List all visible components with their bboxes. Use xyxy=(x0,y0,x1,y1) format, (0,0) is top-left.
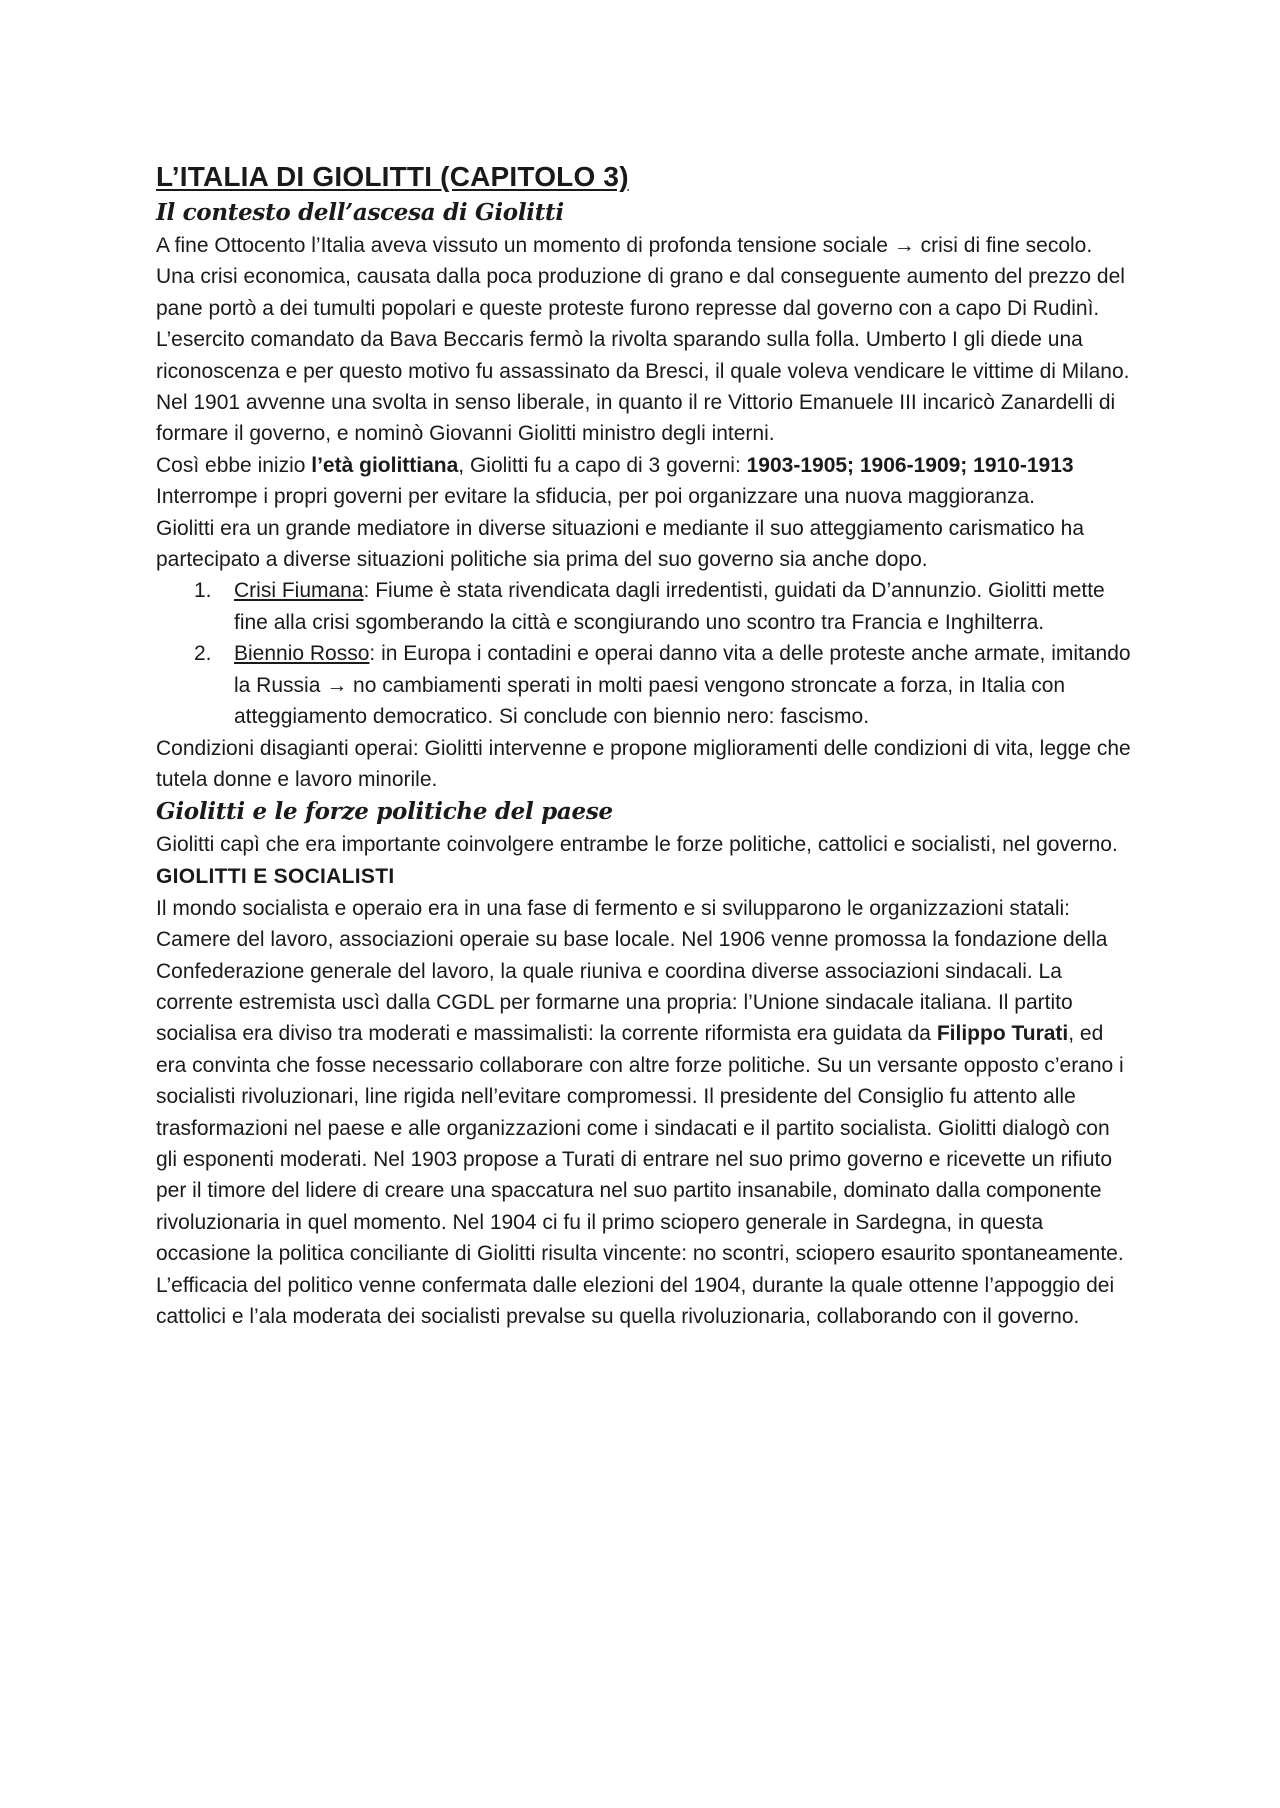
list-term-crisi-fiumana: Crisi Fiumana xyxy=(234,579,364,603)
paragraph-svolta-liberale: Nel 1901 avvenne una svolta in senso liberale, in quanto il re Vittorio Emanuele III incaricò Zanardelli di formare il governo, e nominò Giovanni Giolitti ministro degli interni. xyxy=(156,391,1116,446)
numbered-list xyxy=(156,575,1131,732)
text-run: Il mondo socialista e operaio era in una fase di fermento e si svilupparono le organizzazioni statali: Camere del lavoro, associazioni operaie su base locale. Nel 1906 venne promossa la fondazione della Confederazione generale del lavoro, la quale riuniva e coordina diverse associazioni sindacali. La corrente estremista uscì dalla CGDL per formarne una propria: l’Unione sindacale italiana. Il partito socialisa era diviso tra moderati e massimalisti: la corrente riformista era guidata da xyxy=(156,896,1108,1046)
list-text: : Fiume è stata rivendicata dagli irredentisti, guidati da D’annunzio. Giolitti mette fine alla crisi sgomberando la città e scongiurando uno scontro tra Francia e Inghilterra. xyxy=(234,579,1105,634)
text-run: Così ebbe inizio xyxy=(156,453,312,477)
section-heading-forze-politiche: Giolitti e le forze politiche del paese xyxy=(156,798,613,826)
bold-filippo-turati: Filippo Turati xyxy=(936,1022,1069,1046)
paragraph-condizioni-operai: Condizioni disagianti operai: Giolitti intervenne e propone miglioramenti delle condizioni di vita, legge che tutela donne e lavoro minorile. xyxy=(156,736,1131,791)
paragraph-mediatore: Giolitti era un grande mediatore in diverse situazioni e mediante il suo atteggiamento carismatico ha partecipato a diverse situazioni politiche sia prima del suo governo sia anche dopo. xyxy=(156,516,1084,572)
paragraph-eta-giolittiana xyxy=(156,450,1131,481)
list-term-biennio-rosso: Biennio Rosso xyxy=(234,642,370,666)
document-content xyxy=(156,158,1131,1332)
subheading-giolitti-socialisti: GIOLITTI E SOCIALISTI xyxy=(156,864,395,888)
bold-governi-anni: 1903-1905; 1906-1909; 1910-1913 xyxy=(746,453,1074,477)
list-text: : in Europa i contadini e operai danno vita a delle proteste anche armate, imitando la Russia → no cambiamenti sperati in molti paesi vengono stroncate a forza, in Italia con atteggiamento democratico. Si conclude con biennio nero: fascismo. xyxy=(234,642,1131,729)
text-run: , Giolitti fu a capo di 3 governi: xyxy=(458,453,747,477)
paragraph-mondo-socialista xyxy=(156,893,1131,1333)
paragraph-crisi-fine-secolo: A fine Ottocento l’Italia aveva vissuto un momento di profonda tensione sociale → crisi di fine secolo. Una crisi economica, causata dalla poca produzione di grano e dal conseguente aumento del prezzo del pane portò a dei tumulti popolari e queste proteste furono represse dal governo con a capo Di Rudinì. L’esercito comandato da Bava Beccaris fermò la rivolta sparando sulla folla. Umberto I gli diede una riconoscenza e per questo motivo fu assassinato da Bresci, il quale voleva vendicare le vittime di Milano. xyxy=(156,234,1130,383)
list-number: 1. xyxy=(194,579,212,603)
text-run: , ed era convinta che fosse necessario collaborare con altre forze politiche. Su un versante opposto c’erano i socialisti rivoluzionari, line rigida nell’evitare compromessi. Il presidente del Consiglio fu attento alle trasformazioni nel paese e alle organizzazioni come i sindacati e il partito socialista. Giolitti dialogò con gli esponenti moderati. Nel 1903 propose a Turati di entrare nel suo primo governo e ricevette un rifiuto per il timore del lidere di creare una spaccatura nel suo partito insanabile, dominato dalla componente rivoluzionaria in quel momento. Nel 1904 ci fu il primo sciopero generale in Sardegna, in questa occasione la politica conciliante di Giolitti risulta vincente: no scontri, sciopero esaurito spontaneamente. L’efficacia del politico venne confermata dalle elezioni del 1904, durante la quale ottenne l’appoggio dei cattolici e l’ala moderata dei socialisti prevalse su quella rivoluzionaria, collaborando con il governo. xyxy=(156,1022,1124,1328)
section-heading-contesto: Il contesto dell’ascesa di Giolitti xyxy=(156,199,564,226)
bold-eta-giolittiana: l’età giolittiana xyxy=(311,453,459,477)
list-item xyxy=(156,575,1131,638)
paragraph-coinvolgere-forze: Giolitti capì che era importante coinvolgere entrambe le forze politiche, cattolici e socialisti, nel governo. xyxy=(156,833,1118,857)
list-item xyxy=(156,638,1131,732)
document-title: L’ITALIA DI GIOLITTI (CAPITOLO 3) xyxy=(156,161,629,192)
list-number: 2. xyxy=(194,642,212,666)
paragraph-sfiducia: Interrompe i propri governi per evitare la sfiducia, per poi organizzare una nuova maggioranza. xyxy=(156,485,1035,509)
